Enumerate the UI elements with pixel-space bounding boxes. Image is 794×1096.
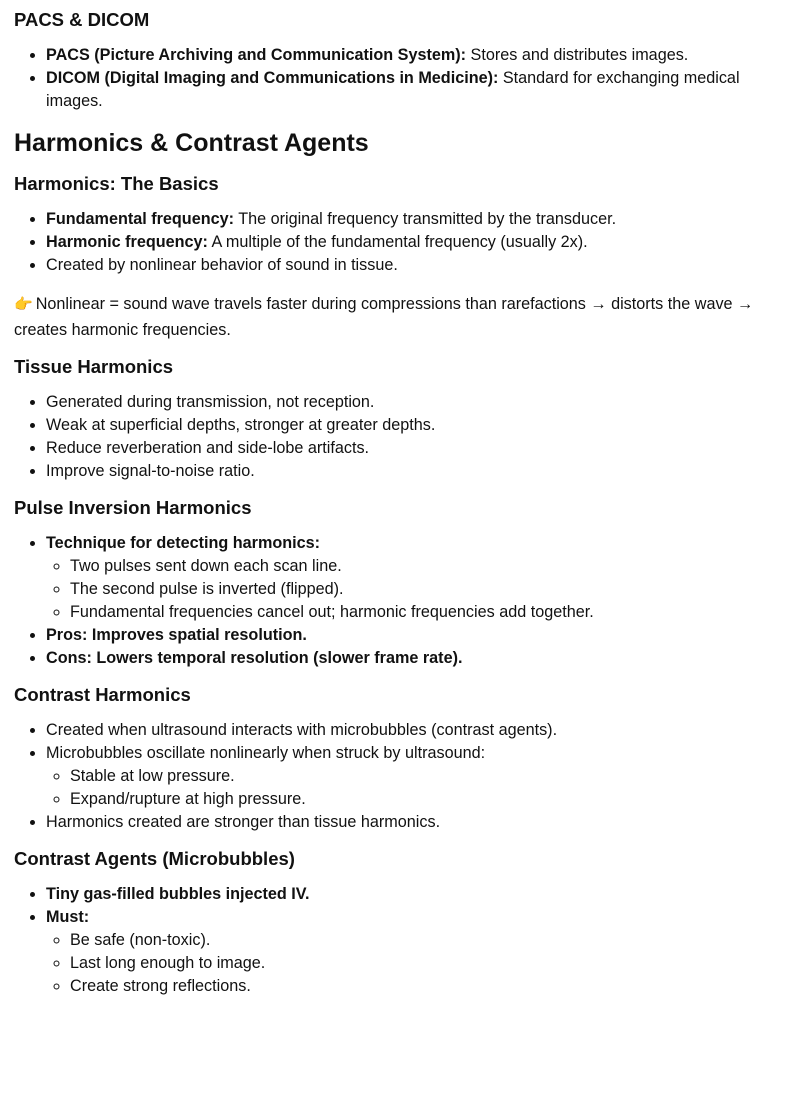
list-item (46, 883, 780, 906)
section-heading-basics: Harmonics: The Basics (14, 173, 219, 194)
sub-list-item: ◦ The second pulse is inverted (flipped). (70, 578, 780, 601)
pacs-list (14, 44, 780, 113)
contrast-list (14, 719, 780, 834)
list-item (46, 67, 780, 113)
definition: Stores and distributes images. (466, 46, 689, 64)
sub-list-item: ◦ Expand/rupture at high pressure. (70, 788, 780, 811)
pulse-list (14, 532, 780, 670)
list-item: • Created when ultrasound interacts with microbubbles (contrast agents). (46, 719, 780, 742)
oscillate-text: Microbubbles oscillate nonlinearly when struck by ultrasound: (46, 744, 486, 762)
list-item (46, 231, 780, 254)
section-heading-contrast: Contrast Harmonics (14, 684, 191, 705)
must-label: Must: (46, 908, 90, 926)
definition: Standard for exchanging medical images. (46, 69, 740, 110)
sub-list-item: ◦ Be safe (non-toxic). (70, 929, 780, 952)
section-heading-tissue: Tissue Harmonics (14, 356, 174, 377)
list-item (46, 742, 780, 811)
sub-list-item: ◦ Stable at low pressure. (70, 765, 780, 788)
list-item: • Weak at superficial depths, stronger at greater depths. (46, 414, 780, 437)
definition: A multiple of the fundamental frequency (usually 2x). (207, 233, 588, 251)
term: DICOM (Digital Imaging and Communications in Medicine): (46, 69, 499, 87)
pros-text: Pros: Improves spatial resolution. (46, 626, 307, 644)
list-item (46, 44, 780, 67)
pulse-sub-list (46, 555, 780, 624)
sub-list-item: ◦ Fundamental frequencies cancel out; harmonic frequencies add together. (70, 601, 780, 624)
list-item: • Reduce reverberation and side-lobe artifacts. (46, 437, 780, 460)
list-item (46, 647, 780, 670)
list-item (46, 624, 780, 647)
definition: The original frequency transmitted by the transducer. (233, 210, 617, 228)
contrast-sub-list (46, 765, 780, 811)
nonlinear-note (14, 292, 780, 342)
sub-list-item: ◦ Create strong reflections. (70, 975, 780, 998)
term: PACS (Picture Archiving and Communication System): (46, 46, 467, 64)
section-heading-agents: Contrast Agents (Microbubbles) (14, 848, 295, 869)
agents-item: Tiny gas-filled bubbles injected IV. (46, 885, 310, 903)
term: Harmonic frequency: (46, 233, 208, 251)
list-item: • Generated during transmission, not reception. (46, 391, 780, 414)
sub-list-item: ◦ Two pulses sent down each scan line. (70, 555, 780, 578)
sub-list-item: ◦ Last long enough to image. (70, 952, 780, 975)
page-title: Harmonics & Contrast Agents (14, 129, 369, 157)
basics-list (14, 208, 780, 277)
section-heading-pacs: PACS & DICOM (14, 9, 150, 30)
tissue-list (14, 391, 780, 483)
list-item: • Improve signal-to-noise ratio. (46, 460, 780, 483)
agents-list (14, 883, 780, 998)
section-heading-pulse: Pulse Inversion Harmonics (14, 497, 252, 518)
technique-label: Technique for detecting harmonics: (46, 534, 321, 552)
list-item (46, 208, 780, 231)
note-text: Nonlinear = sound wave travels faster during compressions than rarefactions → distorts the wave → creates harmonic frequencies. (14, 295, 754, 339)
agents-sub-list (46, 929, 780, 998)
list-item: • Created by nonlinear behavior of sound in tissue. (46, 254, 780, 277)
list-item (46, 906, 780, 998)
pointing-hand-icon: 👉 (14, 296, 33, 313)
list-item: • Harmonics created are stronger than tissue harmonics. (46, 811, 780, 834)
list-item (46, 532, 780, 624)
term: Fundamental frequency: (46, 210, 234, 228)
cons-text: Cons: Lowers temporal resolution (slower frame rate). (46, 649, 463, 667)
